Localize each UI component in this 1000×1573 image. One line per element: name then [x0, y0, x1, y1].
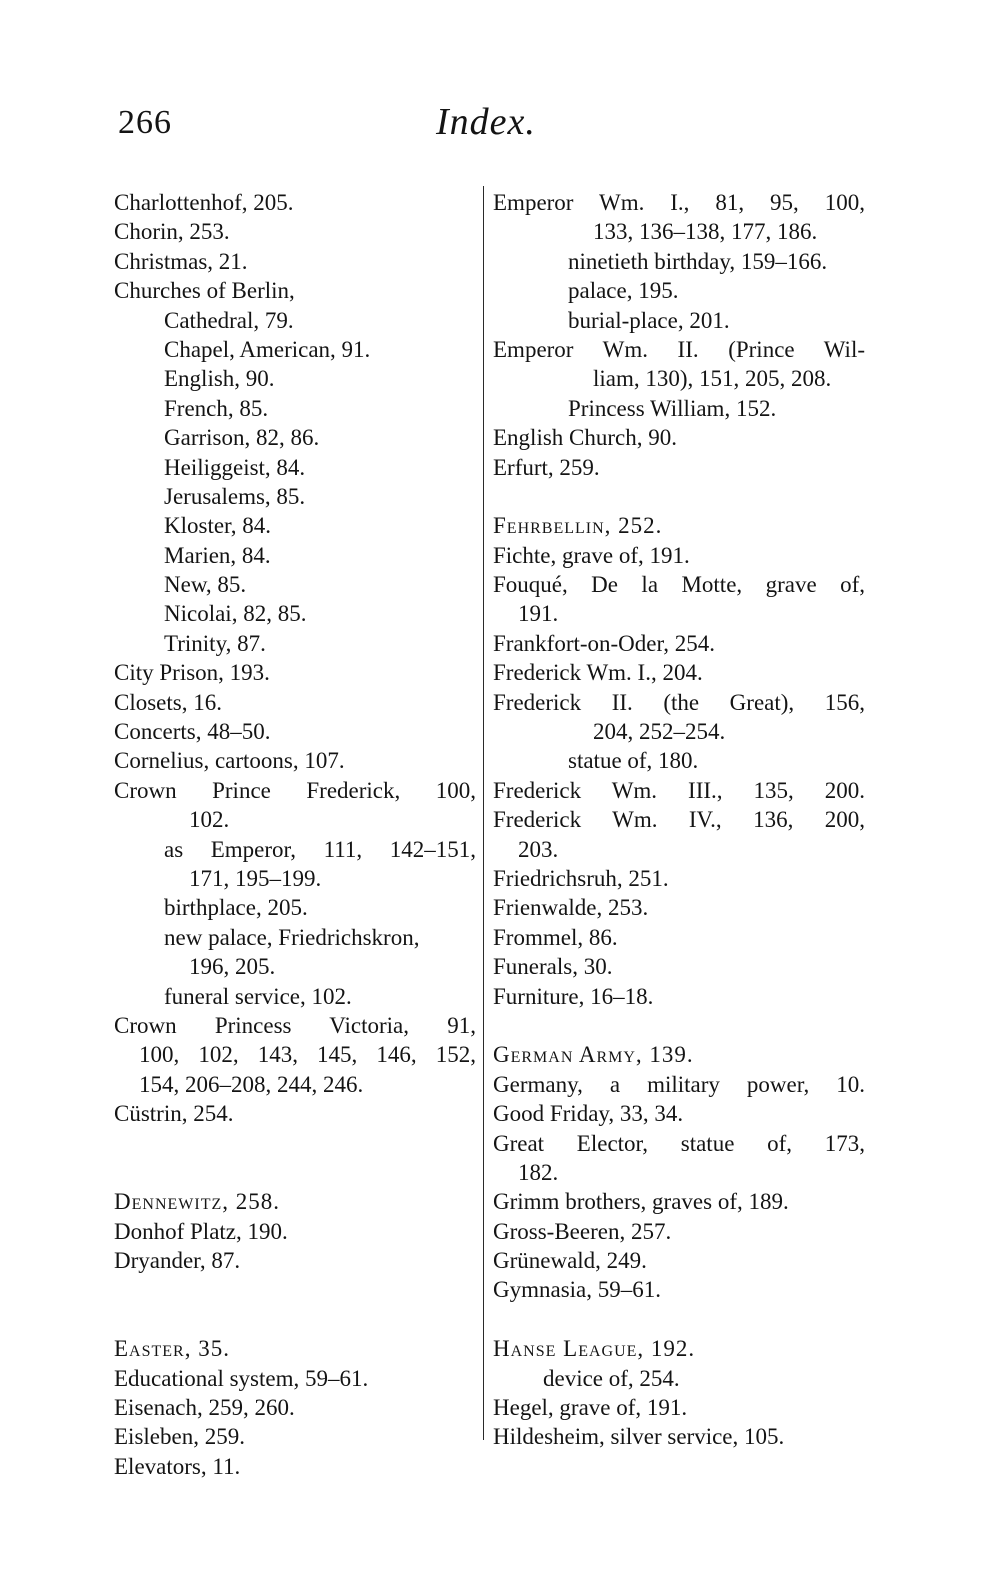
- index-entry: Cathedral, 79.: [164, 307, 294, 333]
- index-entry: Frederick Wm. III., 135, 200.: [493, 777, 865, 803]
- index-entry: Grünewald, 249.: [493, 1248, 647, 1274]
- index-entry: Germany, a military power, 10.: [493, 1071, 865, 1097]
- index-entry: Erfurt, 259.: [493, 454, 600, 480]
- index-entry: Emperor Wm. I., 81, 95, 100,: [493, 190, 865, 215]
- index-entry: Frederick II. (the Great), 156,: [493, 689, 865, 715]
- index-letter-heading-entry: Easter, 35.: [114, 1336, 230, 1362]
- index-letter-heading-entry: German Army, 139.: [493, 1042, 694, 1068]
- index-entry: 102.: [189, 807, 230, 833]
- index-entry: Cüstrin, 254.: [114, 1101, 234, 1127]
- index-letter-heading-entry: Fehrbellin, 252.: [493, 513, 663, 539]
- index-entry: Furniture, 16–18.: [493, 983, 654, 1009]
- index-entry: Crown Princess Victoria, 91,: [114, 1012, 476, 1038]
- index-entry: Fichte, grave of, 191.: [493, 542, 690, 568]
- entry-gap: [114, 1158, 476, 1187]
- index-entry: New, 85.: [164, 572, 247, 598]
- index-entry: Marien, 84.: [164, 542, 271, 568]
- index-entry: Educational system, 59–61.: [114, 1365, 369, 1391]
- index-entry: Christmas, 21.: [114, 248, 248, 274]
- index-entry: Elevators, 11.: [114, 1453, 241, 1479]
- index-entry: Cornelius, cartoons, 107.: [114, 748, 345, 774]
- index-entry: palace, 195.: [568, 278, 679, 304]
- index-entry: English Church, 90.: [493, 425, 677, 451]
- index-entry: ninetieth birthday, 159–166.: [568, 248, 828, 274]
- index-entry: Trinity, 87.: [164, 630, 266, 656]
- index-entry: device of, 254.: [543, 1365, 680, 1391]
- index-entry: Dryander, 87.: [114, 1248, 241, 1274]
- index-entry: Garrison, 82, 86.: [164, 425, 320, 451]
- index-entry: Hildesheim, silver service, 105.: [493, 1424, 785, 1450]
- index-entry: Chorin, 253.: [114, 219, 230, 245]
- index-entry: as Emperor, 111, 142–151,: [164, 836, 476, 862]
- index-entry: Eisleben, 259.: [114, 1424, 245, 1450]
- entry-gap: [493, 1305, 865, 1334]
- index-entry: birthplace, 205.: [164, 895, 308, 921]
- index-entry: Eisenach, 259, 260.: [114, 1395, 295, 1421]
- index-entry: 196, 205.: [189, 954, 276, 980]
- index-entry: Kloster, 84.: [164, 513, 272, 539]
- entry-gap: [114, 1305, 476, 1334]
- index-entry: Frienwalde, 253.: [493, 895, 649, 921]
- index-entry: Closets, 16.: [114, 689, 222, 715]
- index-entry: Great Elector, statue of, 173,: [493, 1130, 865, 1156]
- index-entry: Hegel, grave of, 191.: [493, 1395, 688, 1421]
- index-entry: Frommel, 86.: [493, 924, 618, 950]
- entry-gap: [493, 1011, 865, 1040]
- index-entry: statue of, 180.: [568, 748, 699, 774]
- index-entry: new palace, Friedrichskron,: [164, 924, 420, 950]
- index-entry: 204, 252–254.: [593, 719, 726, 745]
- index-entry: funeral service, 102.: [164, 983, 352, 1009]
- index-entry: English, 90.: [164, 366, 275, 392]
- index-entry: Funerals, 30.: [493, 954, 613, 980]
- index-entry: 154, 206–208, 244, 246.: [139, 1071, 364, 1097]
- index-entry: Good Friday, 33, 34.: [493, 1101, 684, 1127]
- index-entry: Grimm brothers, graves of, 189.: [493, 1189, 789, 1215]
- index-entry: Crown Prince Frederick, 100,: [114, 777, 476, 803]
- index-entry: Frederick Wm. I., 204.: [493, 660, 703, 686]
- index-entry: Friedrichsruh, 251.: [493, 865, 669, 891]
- index-entry: French, 85.: [164, 395, 269, 421]
- index-letter-heading-entry: Dennewitz, 258.: [114, 1189, 280, 1215]
- index-entry: Nicolai, 82, 85.: [164, 601, 307, 627]
- index-entry: Concerts, 48–50.: [114, 719, 271, 745]
- entry-gap: [114, 1129, 476, 1158]
- index-entry: 191.: [518, 601, 559, 627]
- page-number: 266: [118, 104, 172, 141]
- index-entry: Frankfort-on-Oder, 254.: [493, 630, 715, 656]
- index-entry: Heiliggeist, 84.: [164, 454, 306, 480]
- index-entry: Jerusalems, 85.: [164, 483, 306, 509]
- entry-gap: [493, 482, 865, 511]
- index-entry: Charlottenhof, 205.: [114, 190, 294, 215]
- index-entry: burial-place, 201.: [568, 307, 730, 333]
- column-divider: [483, 186, 484, 1440]
- index-entry: Gymnasia, 59–61.: [493, 1277, 662, 1303]
- left-index-column: [114, 188, 476, 1481]
- index-entry: Chapel, American, 91.: [164, 336, 371, 362]
- index-entry: 203.: [518, 836, 559, 862]
- index-entry: Emperor Wm. II. (Prince Wil-: [493, 336, 865, 362]
- index-entry: 182.: [518, 1159, 559, 1185]
- index-entry: 133, 136–138, 177, 186.: [593, 219, 818, 245]
- right-index-column: [493, 188, 865, 1452]
- index-entry: Churches of Berlin,: [114, 278, 295, 304]
- index-entry: Gross-Beeren, 257.: [493, 1218, 672, 1244]
- entry-gap: [114, 1275, 476, 1304]
- index-entry: Donhof Platz, 190.: [114, 1218, 288, 1244]
- index-entry: Fouqué, De la Motte, grave of,: [493, 572, 865, 598]
- index-letter-heading-entry: Hanse League, 192.: [493, 1336, 696, 1362]
- index-entry: 100, 102, 143, 145, 146, 152,: [139, 1042, 476, 1068]
- index-entry: 171, 195–199.: [189, 865, 322, 891]
- index-entry: liam, 130), 151, 205, 208.: [593, 366, 832, 392]
- index-entry: Princess William, 152.: [568, 395, 777, 421]
- running-head: Index.: [436, 101, 536, 143]
- index-entry: Frederick Wm. IV., 136, 200,: [493, 807, 865, 833]
- index-entry: City Prison, 193.: [114, 660, 270, 686]
